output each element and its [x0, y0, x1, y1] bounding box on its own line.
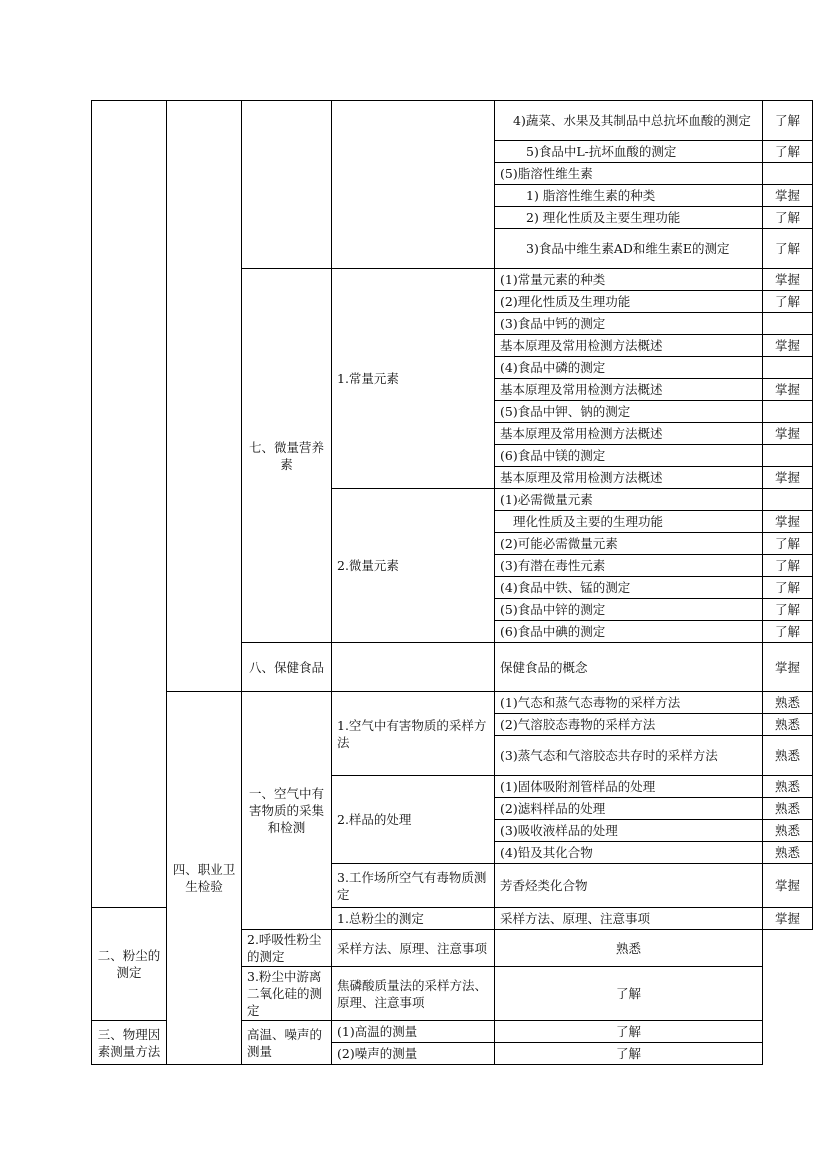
content-cell: (3)食品中钙的测定	[495, 313, 763, 335]
syllabus-table	[91, 100, 813, 1065]
level-cell: 掌握	[763, 379, 813, 401]
level-cell: 了解	[763, 207, 813, 229]
content-cell: (1)固体吸附剂管样品的处理	[495, 776, 763, 798]
level-cell	[763, 489, 813, 511]
unit-health-food: 八、保健食品	[242, 643, 332, 692]
content-cell: (5)脂溶性维生素	[495, 163, 763, 185]
content-cell: (2)可能必需微量元素	[495, 533, 763, 555]
level-cell: 掌握	[763, 185, 813, 207]
section-occupational-health: 四、职业卫生检验	[167, 692, 242, 1065]
content-cell: 保健食品的概念	[495, 643, 763, 692]
level-cell: 熟悉	[763, 798, 813, 820]
level-cell: 了解	[763, 577, 813, 599]
unit-air-hazards: 一、空气中有害物质的采集和检测	[242, 692, 332, 930]
level-cell: 了解	[495, 967, 763, 1021]
col-section-cont	[167, 101, 242, 692]
level-cell: 了解	[495, 1043, 763, 1065]
content-cell: 理化性质及主要的生理功能	[495, 511, 763, 533]
content-cell: (1)气态和蒸气态毒物的采样方法	[495, 692, 763, 714]
level-cell: 熟悉	[763, 714, 813, 736]
content-cell: 采样方法、原理、注意事项	[495, 908, 763, 930]
topic-trace-elements: 2.微量元素	[332, 489, 495, 643]
level-cell: 了解	[763, 555, 813, 577]
unit-dust: 二、粉尘的测定	[92, 908, 167, 1021]
content-cell: 芳香烃类化合物	[495, 864, 763, 908]
level-cell: 熟悉	[763, 776, 813, 798]
content-cell: (2)气溶胶态毒物的采样方法	[495, 714, 763, 736]
content-cell: (1)必需微量元素	[495, 489, 763, 511]
topic-sample-processing: 2.样品的处理	[332, 776, 495, 864]
level-cell: 熟悉	[763, 842, 813, 864]
content-cell: 采样方法、原理、注意事项	[332, 930, 495, 967]
content-cell: 4)蔬菜、水果及其制品中总抗坏血酸的测定	[495, 101, 763, 141]
level-cell	[763, 163, 813, 185]
level-cell: 熟悉	[763, 820, 813, 842]
level-cell: 掌握	[763, 269, 813, 291]
content-cell: 基本原理及常用检测方法概述	[495, 335, 763, 357]
content-cell: (1)高温的测量	[332, 1021, 495, 1043]
level-cell	[763, 313, 813, 335]
content-cell: 基本原理及常用检测方法概述	[495, 379, 763, 401]
topic-air-sampling: 1.空气中有害物质的采样方法	[332, 692, 495, 776]
level-cell: 了解	[763, 101, 813, 141]
level-cell	[763, 401, 813, 423]
content-cell: 1) 脂溶性维生素的种类	[495, 185, 763, 207]
level-cell: 了解	[495, 1021, 763, 1043]
col-topic-cont	[332, 101, 495, 269]
content-cell: (2)噪声的测量	[332, 1043, 495, 1065]
col-unit-cont	[242, 101, 332, 269]
level-cell: 了解	[763, 291, 813, 313]
content-cell: (1)常量元素的种类	[495, 269, 763, 291]
content-cell: 3)食品中维生素AD和维生素E的测定	[495, 229, 763, 269]
content-cell: (6)食品中镁的测定	[495, 445, 763, 467]
content-cell: (3)有潜在毒性元素	[495, 555, 763, 577]
content-cell: 基本原理及常用检测方法概述	[495, 423, 763, 445]
topic-macro-elements: 1.常量元素	[332, 269, 495, 489]
content-cell: (4)铅及其化合物	[495, 842, 763, 864]
level-cell: 了解	[763, 229, 813, 269]
level-cell: 了解	[763, 533, 813, 555]
level-cell: 了解	[763, 141, 813, 163]
unit-micronutrients: 七、微量营养素	[242, 269, 332, 643]
level-cell	[763, 445, 813, 467]
level-cell: 掌握	[763, 335, 813, 357]
level-cell: 掌握	[763, 511, 813, 533]
level-cell: 掌握	[763, 864, 813, 908]
level-cell: 熟悉	[763, 692, 813, 714]
content-cell: (3)吸收液样品的处理	[495, 820, 763, 842]
content-cell: (6)食品中碘的测定	[495, 621, 763, 643]
level-cell: 掌握	[763, 643, 813, 692]
topic-free-silica: 3.粉尘中游离二氧化硅的测定	[242, 967, 332, 1021]
col-subject	[92, 101, 167, 908]
topic-heat-noise: 高温、噪声的测量	[242, 1021, 332, 1065]
level-cell: 熟悉	[763, 736, 813, 776]
level-cell	[763, 357, 813, 379]
level-cell: 熟悉	[495, 930, 763, 967]
content-cell: 5)食品中L-抗坏血酸的测定	[495, 141, 763, 163]
level-cell: 了解	[763, 599, 813, 621]
level-cell: 掌握	[763, 908, 813, 930]
topic-total-dust: 1.总粉尘的测定	[332, 908, 495, 930]
content-cell: (4)食品中铁、锰的测定	[495, 577, 763, 599]
topic-respirable-dust: 2.呼吸性粉尘的测定	[242, 930, 332, 967]
topic-workplace-air: 3.工作场所空气有毒物质测定	[332, 864, 495, 908]
level-cell: 掌握	[763, 467, 813, 489]
level-cell: 掌握	[763, 423, 813, 445]
content-cell: (2)理化性质及生理功能	[495, 291, 763, 313]
content-cell: 基本原理及常用检测方法概述	[495, 467, 763, 489]
content-cell: (2)滤料样品的处理	[495, 798, 763, 820]
content-cell: (3)蒸气态和气溶胶态共存时的采样方法	[495, 736, 763, 776]
topic-empty	[332, 643, 495, 692]
content-cell: 焦磷酸质量法的采样方法、原理、注意事项	[332, 967, 495, 1021]
content-cell: (5)食品中锌的测定	[495, 599, 763, 621]
unit-physical-factors: 三、物理因素测量方法	[92, 1021, 167, 1065]
level-cell: 了解	[763, 621, 813, 643]
content-cell: (4)食品中磷的测定	[495, 357, 763, 379]
content-cell: (5)食品中钾、钠的测定	[495, 401, 763, 423]
content-cell: 2) 理化性质及主要生理功能	[495, 207, 763, 229]
